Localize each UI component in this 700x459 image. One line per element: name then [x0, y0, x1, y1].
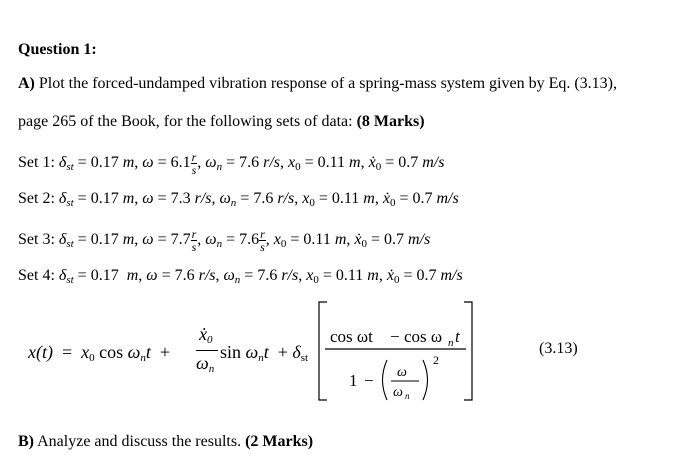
set-value: 0.17 — [90, 231, 119, 249]
svg-text:n: n — [405, 391, 410, 401]
part-b-line — [18, 432, 313, 452]
part-b-text: Analyze and discuss the results. — [34, 433, 246, 450]
question-heading: Question 1: — [18, 41, 97, 58]
inner-denominator-omega: ω — [393, 385, 403, 400]
equation-3-13 — [0, 296, 700, 414]
part-a-lead: A) — [18, 75, 35, 92]
svg-text:t: t — [455, 327, 460, 346]
part-b-lead: B) — [18, 433, 34, 450]
set-4-line: Set 4: $\delta_{st} = 0.17$ m, ω = 7.6 r/s, $\omega_n = 7.6$ r/s, $x_0 = 0.11$ m, ẋ$_0$ = 0.7 m/s — [18, 267, 463, 286]
numerator-minus: − — [390, 327, 400, 346]
part-a-text-2: page 265 of the Book, for the following sets of data: — [18, 113, 357, 130]
set-value: 7.7 — [170, 231, 191, 249]
set-1-line: Set 1: $\delta_{st} = 0.17$ m, ω = 6.1 $\frac{r}{s}$ , $\omega_n = 7.6$ r/s, $x_0 = 0.11$ m, ẋ$_0$ = 0.7 m/s — [18, 150, 445, 177]
set-3-line: Set 3: $\delta_{st} = 0.17$ m, ω = 7.7 $\frac{r}{s}$ , $\omega_n = 7.6$ $\frac{r}{s}$ , $x_0 = 0.11$ m, ẋ$_0$ = 0.7 m/s — [18, 227, 431, 254]
part-a-marks: (8 Marks) — [356, 113, 425, 130]
set-value: 0.17 — [90, 190, 119, 207]
equation-sin-term: $\sin \omega_nt + \delta_{st}$ — [220, 342, 309, 364]
denominator-minus: − — [364, 371, 374, 390]
set-value: 7.6 — [257, 267, 278, 284]
omega-n-denominator: $\omega_n$ — [196, 353, 215, 375]
numerator-cos-wt: cos ωt — [330, 327, 373, 346]
set-value: 0.7 — [398, 154, 419, 172]
set-value: 7.6 — [174, 267, 195, 284]
part-a-text-1: Plot the forced-undamped vibration response of a spring-mass system given by Eq. (3.13), — [34, 75, 617, 92]
set-value: 0.17 — [90, 154, 119, 172]
set-value: 7.6 — [239, 231, 260, 249]
set-value: 0.11 — [303, 231, 331, 249]
exponent-two: 2 — [433, 353, 439, 367]
set-value: 0.7 — [416, 267, 437, 284]
xdot0-numerator: ẋ$_0$ — [199, 324, 213, 346]
set-label: Set 2: — [18, 190, 55, 207]
set-label: Set 4: — [18, 267, 55, 284]
set-value: 0.11 — [335, 267, 364, 284]
set-value: 0.11 — [317, 154, 346, 172]
part-b-marks: (2 Marks) — [245, 433, 314, 450]
set-label: Set 1: — [18, 154, 55, 172]
unit-fraction: $\frac{r}{s}$ — [191, 227, 197, 254]
part-a-line-2 — [18, 112, 425, 132]
set-value: 0.11 — [331, 190, 360, 207]
set-2-line: Set 2: $\delta_{st} = 0.17$ m, ω = 7.3 r/s, $\omega_n = 7.6$ r/s, $x_0 = 0.11$ m, ẋ$_0$ = 0.7 m/s — [18, 190, 459, 209]
unit-fraction: $\frac{r}{s}$ — [260, 227, 265, 254]
denominator-one: 1 — [349, 371, 358, 390]
equation-lhs: $x(t) = x_0$ $\cos \omega_nt$ + — [28, 342, 171, 364]
bracket-fraction — [0, 296, 700, 414]
set-value: 7.6 — [253, 190, 274, 207]
set-label: Set 3: — [18, 231, 55, 249]
equation-number: (3.13) — [539, 340, 578, 357]
unit-fraction: $\frac{r}{s}$ — [191, 150, 197, 177]
inner-numerator-omega: ω — [397, 365, 407, 380]
part-a-line-1 — [18, 74, 617, 94]
set-value: 7.3 — [170, 190, 191, 207]
svg-text:n: n — [448, 337, 454, 349]
set-value: 6.1 — [170, 154, 191, 172]
set-value: 0.7 — [384, 231, 405, 249]
set-value: 0.7 — [412, 190, 433, 207]
set-value: 7.6 — [239, 154, 260, 172]
numerator-cos-wnt: cos ω — [404, 327, 443, 346]
set-value: 0.17 — [90, 267, 119, 284]
